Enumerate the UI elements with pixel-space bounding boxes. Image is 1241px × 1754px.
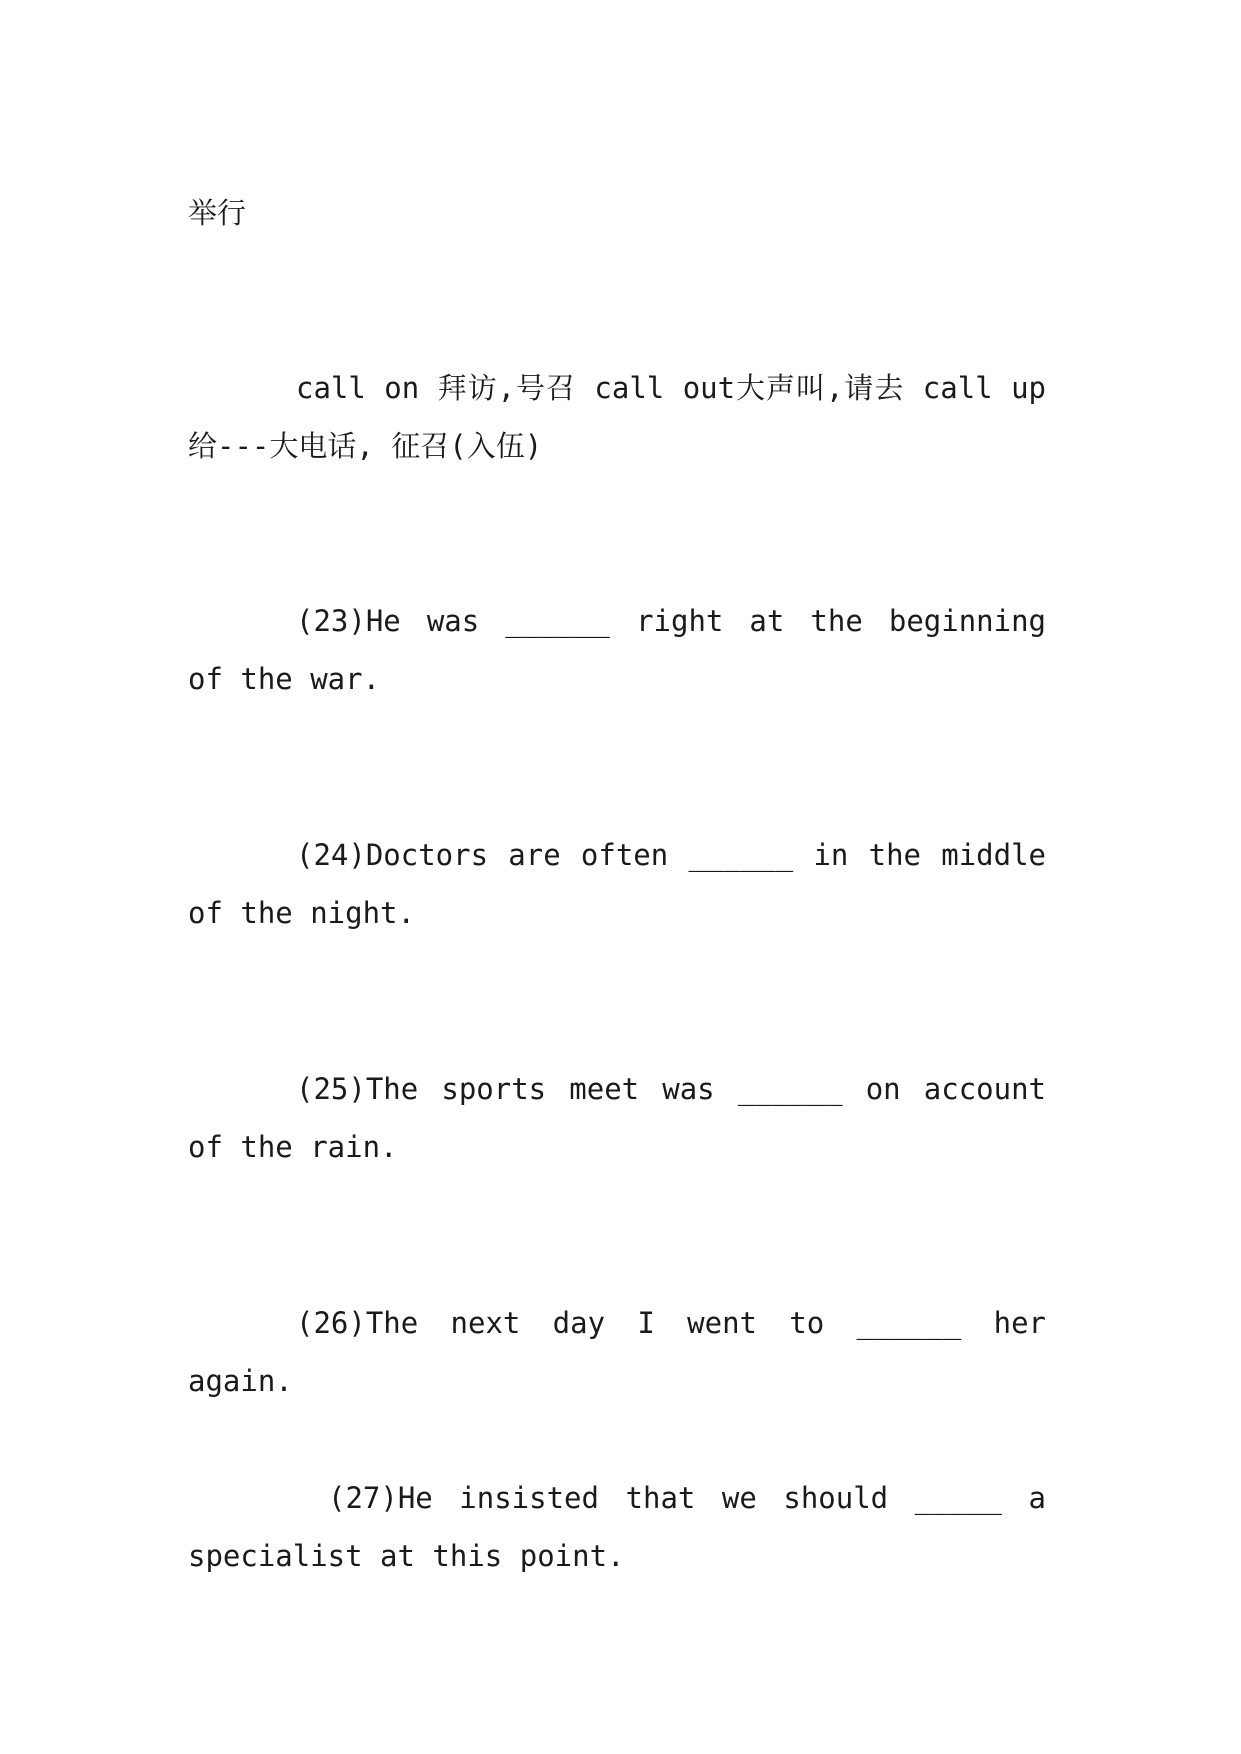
question-27: (27)He insisted that we should _____ a specialist at this point. (188, 1481, 1046, 1573)
question-23: (23)He was ______ right at the beginning of the war. (188, 604, 1046, 696)
question-26: (26)The next day I went to ______ her again. (188, 1306, 1046, 1398)
vocabulary-note: call on 拜访,号召 call out大声叫,请去 call up 给---大电话, 征召(入伍) (188, 371, 1046, 463)
question-25: (25)The sports meet was ______ on account of the rain. (188, 1072, 1046, 1164)
question-24: (24)Doctors are often ______ in the middle of the night. (188, 838, 1046, 930)
heading-fragment: 举行 (188, 196, 247, 230)
